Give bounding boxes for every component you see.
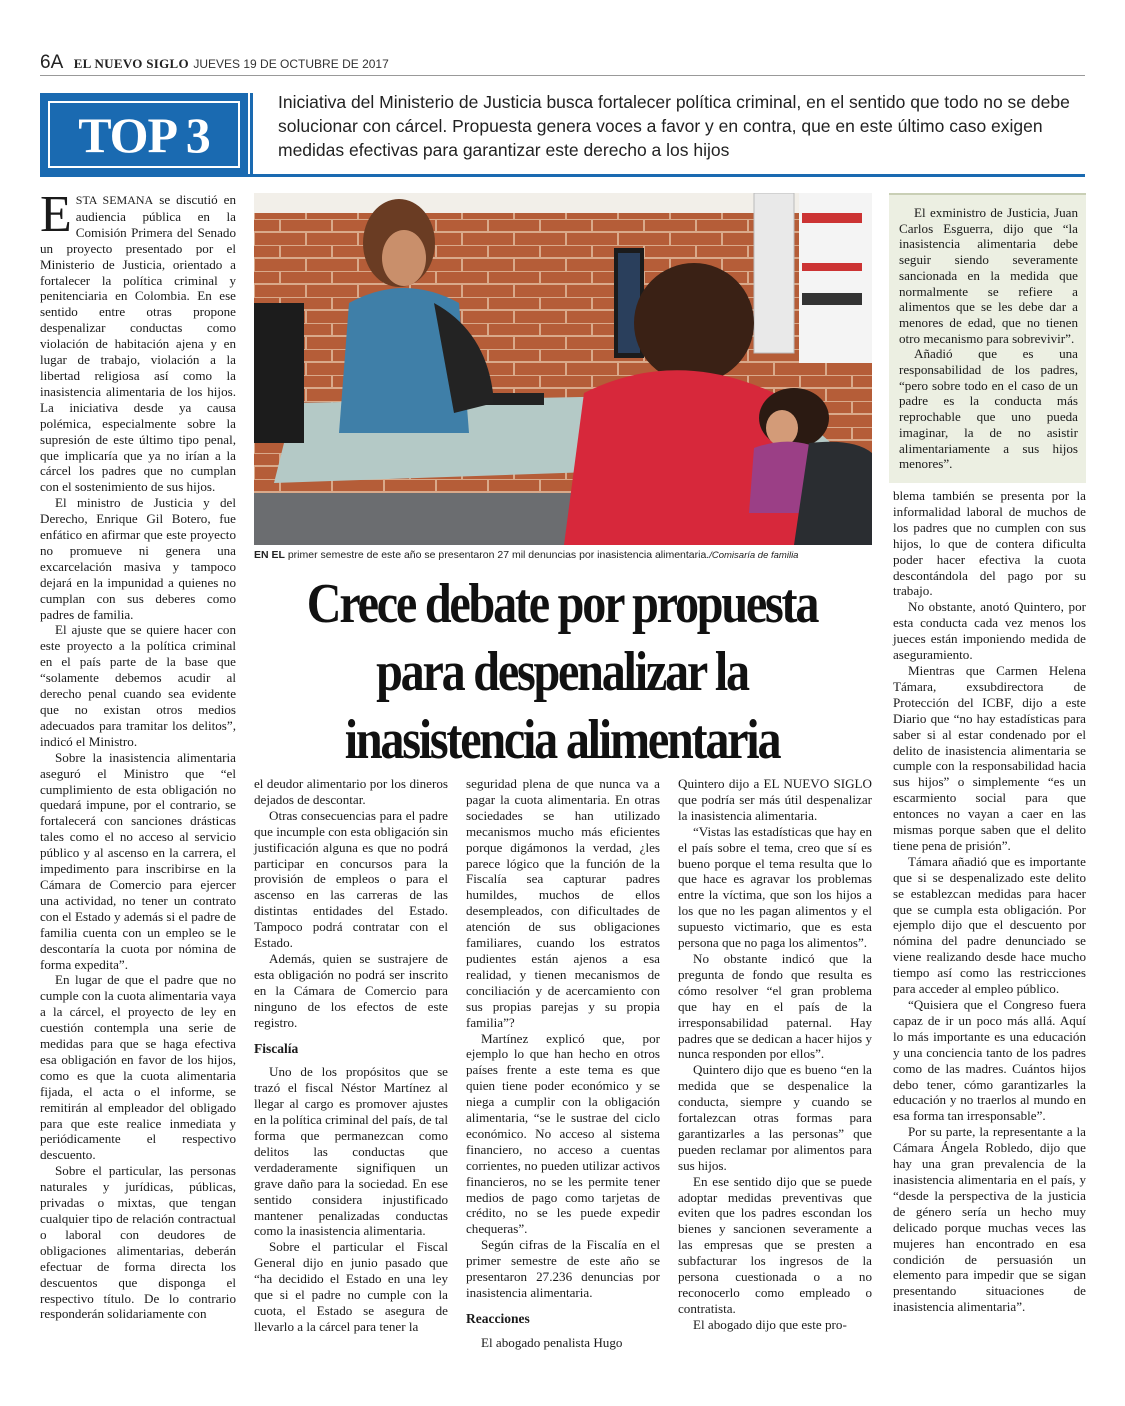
article-paragraph: En ese sentido dijo que se puede adoptar medidas preventivas que eviten que los padres escondan los bienes y sancionen severamente a las empresas que se presten a subfacturar los ingresos de la persona cuestionada o a no reconocerlo como empleado o contratista. xyxy=(678,1173,872,1316)
article-paragraph: El ministro de Justicia y del Derecho, Enrique Gil Botero, fue enfático en afirmar que este proyecto no promueve ni genera una excarcelación masiva y tampoco dejará en la impunidad a quienes no cumplan con sus deberes como padres de familia. xyxy=(40,495,236,622)
page-number: 6A xyxy=(40,52,64,73)
article-paragraph: Martínez explicó que, por ejemplo lo que han hecho en otros países frente a este tema es que quien tiene poder económico y se niega a cumplir con la obligación alimentaria, “se le sustrae del ciclo económico. No acceso al sistema financiero, no acceso a cuentas corrientes, no pueden utilizar activos financieros, no se les permite tener medios de pago como tarjetas de crédito, no se les puede expedir chequeras”. xyxy=(466,1030,660,1237)
article-paragraph: Además, quien se sustrajere de esta obligación no podrá ser inscrito en la Cámara de Comercio para ninguno de los efectos de este registro. xyxy=(254,950,448,1030)
article-column-4 xyxy=(678,776,872,1333)
article-paragraph: Mientras que Carmen Helena Támara, exsubdirectora de Protección del ICBF, dijo a este Diario que “no hay estadísticas para saber si al estar condenado por el delito de inasistencia alimentaria se cumple con la responsabilidad hacia sus hijos” o simplemente “es un escarmiento social para que entonces no vayan a caer en las mismas porque saben que el delito tiene pena de prisión”. xyxy=(893,662,1086,853)
article-paragraph: Sobre la inasistencia alimentaria aseguró el Ministro que “el cumplimiento de esta obligación no quedará impune, por el contrario, se fortalecerá con sanciones drásticas tales como el no acceso al servicio público y al ascenso en la carrera, el impedimento para inscribirse en la Cámara de Comercio para ejercer una actividad, no tener un contrato con el Estado y además si el padre de familia cuenta con un empleo se le descontaría la cuota por nómina de forma expedita”. xyxy=(40,749,236,972)
article-paragraph: No obstante indicó que la pregunta de fondo que resulta es cómo resolver “el gran problema que hay en el país de la irresponsabilidad paternal. Hay padres que se dedican a hacer hijos y nunca responden por ellos”. xyxy=(678,950,872,1062)
caption-lead: EN EL xyxy=(254,549,285,561)
article-paragraph: Sobre el particular, las personas naturales y jurídicas, públicas, privadas o mixtas, que tengan cualquier tipo de relación contractual o laboral con deudores de obligaciones alimentarias, deberán efectuar de forma directa los descuentos que disponga el respectivo título. De lo contrario responderán solidariamente con xyxy=(40,1163,236,1322)
publication-name: EL NUEVO SIGLO xyxy=(73,56,189,71)
issue-date: JUEVES 19 DE OCTUBRE DE 2017 xyxy=(193,57,389,71)
article-paragraph: Sobre el particular el Fiscal General dijo en junio pasado que “ha decidido el Estado en una ley que si el padre no cumple con la cuota, el Estado se asegura de llevarlo a la cárcel para tener la xyxy=(254,1239,448,1334)
drop-cap: E xyxy=(40,186,72,243)
header-rule xyxy=(40,75,1085,76)
article-paragraph: el deudor alimentario por los dineros dejados de descontar. xyxy=(254,776,448,807)
photo-credit: /Comisaría de familia xyxy=(709,550,799,561)
caption-text: primer semestre de este año se presentaron 27 mil denuncias por inasistencia alimentaria. xyxy=(284,549,710,561)
article-paragraph: Según cifras de la Fiscalía en el primer semestre de este año se presentaron 27.236 denuncias por inasistencia alimentaria. xyxy=(466,1237,660,1300)
section-label: TOP 3 xyxy=(48,101,240,168)
article-paragraph: seguridad plena de que nunca va a pagar la cuota alimentaria. En otras sociedades se han utilizado mecanismos mucho más eficientes porque digámonos la verdad, ¿les parece lógico que la función de la Fiscalía sea capturar padres humildes, muchos de ellos desempleados, con dificultades de atención de sus obligaciones familiares, cuando los estratos pudientes están ajenos a esa realidad, y tienen mecanismos de conciliación y de acercamiento con sus propias parejas y su propia familia”? xyxy=(466,776,660,1030)
photo-caption xyxy=(254,549,874,561)
article-column-1 xyxy=(40,186,236,1322)
article-paragraph: Támara añadió que es importante que si se despenalizado este delito se establezcan medidas para hacer que se cumpla esta obligación. Por ejemplo dijo que el descuento por nómina del padre denunciado se viene realizando desde hace mucho tiempo así como las restricciones para acceder al empleo público. xyxy=(893,853,1086,997)
article-paragraph: Quintero dijo a EL NUEVO SIGLO que podría ser más útil despenalizar la inasistencia alimentaria. xyxy=(678,776,872,823)
article-paragraph: En lugar de que el padre que no cumple con la cuota alimentaria vaya a la cárcel, el proyecto de ley en cuestión contempla una serie de medidas para que se haga efectiva esa obligación en favor de los hijos, como es que la cuota alimentaria fijada, el acta o el informe, se remitirán al empleador del obligado para que este realice inmediata y periódicamente el respectivo descuento. xyxy=(40,972,236,1163)
article-paragraph: El ajuste que se quiere hacer con este proyecto a la política criminal en el país parte de la base que “solamente debemos acudir al derecho penal cuando sea evidente que no existan otros medios adecuados para tramitar los delitos”, indicó el Ministro. xyxy=(40,622,236,749)
article-paragraph: “Vistas las estadísticas que hay en el país sobre el tema, creo que sí es bueno porque el tema resulta que lo que hace es agravar los problemas entre la víctima, que son los hijos a los que no les pagan alimentos y el supuesto victimario, que es esta persona que no paga los alimentos”. xyxy=(678,823,872,951)
article-paragraph: blema también se presenta por la informalidad laboral de muchos de los padres que no cumplen con sus hijos, lo que de contera dificulta poder hacer efectiva la cuota descontándola del pago por su trabajo. xyxy=(893,488,1086,599)
article-paragraph: Por su parte, la representante a la Cámara Ángela Robledo, dijo que hay una gran prevalencia de la inasistencia alimentaria en el país, y “desde la perspectiva de la justicia de género sería un hecho muy delicado porque muchas veces las mujeres han encontrado en esa condición de persuasión un elemento para impedir que se sigan presentando situaciones de inasistencia alimentaria”. xyxy=(893,1124,1086,1315)
article-paragraph: ESTA SEMANA se discutió en audiencia pública en la Comisión Primera del Senado un proyecto presentado por el Ministerio de Justicia, orientado a fortalecer la política criminal y penitenciaria en Colombia. En ese sentido entre otras propone despenalizar conductas como violación de habitación ajena y en lugar de trabajo, violación a la libertad religiosa así como la inasistencia alimentaria de los hijos. La iniciativa desde ya causa polémica, especialmente sobre la supresión de este último tipo penal, que implicaría que ya no irían a la cárcel los padres que no cumplan con el sostenimiento de sus hijos. xyxy=(40,186,236,495)
section-divider-vertical xyxy=(250,93,253,176)
subheading-fiscalia: Fiscalía xyxy=(254,1040,299,1056)
article-column-2 xyxy=(254,776,448,1335)
sidebar-quote-box xyxy=(889,193,1086,483)
article-photo xyxy=(254,193,872,545)
page-folio xyxy=(40,52,389,74)
lead-caps: STA SEMANA xyxy=(75,193,154,207)
article-paragraph: El abogado penalista Hugo xyxy=(481,1334,623,1350)
article-column-5 xyxy=(893,488,1086,1315)
quote-paragraph: El exministro de Justicia, Juan Carlos Esguerra, dijo que “la inasistencia alimentaria debe seguir siendo severamente sancionada en la medida que normalmente se refiere a alimentos que se les debe dar a menores de edad, que no tienen otro mecanismo para sobrevivir”. xyxy=(899,205,1078,346)
article-paragraph: Otras consecuencias para el padre que incumple con esta obligación sin justificación alguna es que no podrá participar en concursos para la provisión de empleos o para el ascenso en las carreras de las distintas entidades del Estado. Tampoco podrá contratar con el Estado. xyxy=(254,807,448,951)
section-summary: Iniciativa del Ministerio de Justicia busca fortalecer política criminal, en el sentido que todo no se debe solucionar con cárcel. Propuesta genera voces a favor y en contra, que en este último caso exigen medidas efectivas para garantizar este derecho a los hijos xyxy=(278,92,1070,160)
subheading-reacciones: Reacciones xyxy=(466,1310,530,1326)
article-paragraph: El abogado dijo que este pro- xyxy=(693,1316,847,1332)
article-paragraph: Quintero dijo que es bueno “en la medida que se despenalice la conducta, siempre y cuando se fortalezcan otras formas para garantizarles a las personas” que pueden reclamar por alimentos para sus hijos. xyxy=(678,1062,872,1173)
section-badge xyxy=(40,93,248,176)
article-paragraph: “Quisiera que el Congreso fuera capaz de ir un poco más allá. Aquí lo más importante es una educación y una conciencia tanto de los padres como de las madres. Cuántos hijos debo tener, cómo garantizarles la educación y no traerlos al mundo en esa forma tan irresponsable”. xyxy=(893,997,1086,1124)
section-divider xyxy=(40,174,1085,177)
photo-illustration xyxy=(254,193,872,545)
article-paragraph: No obstante, anotó Quintero, por esta conducta cada vez menos los jueces están imponiendo medida de aseguramiento. xyxy=(893,599,1086,663)
article-paragraph: Uno de los propósitos que se trazó el fiscal Néstor Martínez al llegar al cargo es promover ajustes en la política criminal del país, de tal forma que permanezcan como delitos las conductas que verdaderamente signifiquen un grave daño para la sociedad. En ese sentido considera injustificado mantener penalizadas conductas como la inasistencia alimentaria. xyxy=(254,1064,448,1239)
quote-paragraph: Añadió que es una responsabilidad de los padres, “pero sobre todo en el caso de un padre es la conducta más reprochable que uno pueda imaginar, la de no asistir alimentariamente a sus hijos menores”. xyxy=(899,346,1078,472)
article-headline: Crece debate por propuesta para despenalizar la inasistencia alimentaria xyxy=(306,573,818,771)
article-column-3 xyxy=(466,776,660,1351)
